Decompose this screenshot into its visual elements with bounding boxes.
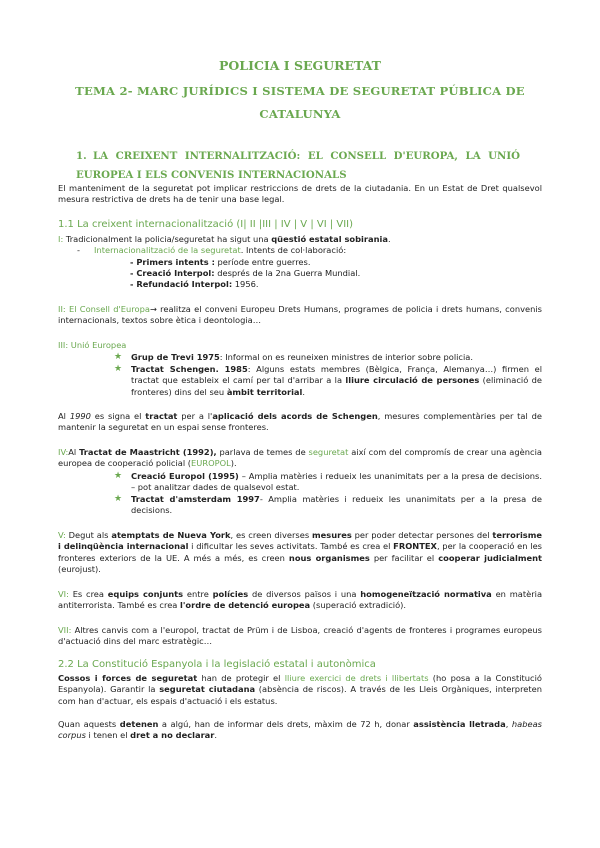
bold-text: seguretat ciutadana	[159, 684, 256, 695]
bold-text: - Creació Interpol:	[130, 268, 215, 278]
roman-III: III:	[58, 340, 71, 350]
paragraph-VI	[58, 589, 542, 612]
roman-II: II:	[58, 304, 69, 314]
text: Altres canvis com a l'europol, tractat de Prüm i de Lisboa, creació d'agents de fronteres i programes europeus d'actuació dins del marc estratègic…	[58, 625, 542, 647]
text: . Intents de col·laboració:	[240, 245, 347, 255]
text: .	[387, 234, 391, 244]
paragraph-III	[58, 340, 542, 351]
text: (eliminació de fronteres) dins del seu	[131, 375, 542, 397]
text: 1956.	[232, 279, 259, 289]
list-item	[130, 257, 311, 268]
text: així com del compromís de crear una agència europea de cooperació policial (	[58, 447, 542, 469]
text: (absència de riscos). A través de les Lleis Orgàniques, interpreten com han d'actuar, els espais d'actuació i els estatus.	[58, 684, 543, 706]
document-subtitle: TEMA 2- MARC JURÍDICS I SISTEMA DE SEGURETAT PÚBLICA DE CATALUNYA	[75, 84, 525, 121]
text: → realitza el conveni Europeu Drets Humans, programes de policia i drets humans, convenis internacionals, textos sobre ètica i deontologia…	[58, 304, 542, 326]
text: han de protegir el	[197, 673, 285, 683]
intro-paragraph: El manteniment de la seguretat pot implicar restriccions de drets de la ciutadania. En un Estat de Dret qualsevol mesura restrictiva de drets ha de tenir una base legal.	[58, 183, 542, 205]
text: (superació extradició).	[310, 600, 407, 611]
text: Al	[68, 447, 80, 457]
bold-text: nous organismes	[288, 552, 370, 563]
green-text: Internacionalització de la seguretat	[94, 245, 241, 255]
bold-text: homogeneïtzació normativa	[360, 589, 492, 599]
bold-text: Grup de Trevi 1975	[131, 352, 220, 362]
roman-V: V:	[58, 530, 69, 540]
text: a algú, han de informar dels drets, màxim de 72 h, donar	[158, 719, 414, 729]
text: Degut als	[68, 530, 112, 540]
bold-text: Tractat Schengen. 1985	[131, 364, 248, 374]
paragraph-I	[58, 234, 542, 245]
text: , es creen diverses	[230, 530, 312, 540]
text: .	[302, 386, 306, 397]
dash-bullet: -	[77, 245, 80, 255]
text: per a l'	[177, 411, 213, 421]
bold-text: lliure circulació de persones	[345, 375, 480, 386]
paragraph-II	[58, 304, 542, 327]
text: i tenen el	[85, 730, 131, 741]
paragraph-1990	[58, 411, 542, 434]
bold-text: dret a no declarar	[130, 730, 215, 741]
italic-text: habeas corpus	[58, 719, 542, 741]
bold-text: l'ordre de detenció europea	[180, 600, 311, 611]
text: de diversos països i una	[248, 589, 361, 599]
bold-text: Cossos i forces de seguretat	[58, 673, 198, 683]
text: després de la 2na Guerra Mundial.	[214, 268, 361, 278]
text: , per la cooperació en les fronteres exteriors de la UE. A més a més, es creen	[58, 541, 542, 563]
green-text: seguretat	[308, 447, 349, 457]
green-text: lliure exercici de drets i llibertats	[284, 673, 429, 683]
list-item	[130, 279, 259, 290]
bold-text: tractat	[145, 411, 178, 421]
bold-text: aplicació dels acords de Schengen	[212, 411, 378, 421]
text: (eurojust).	[58, 564, 101, 575]
list-item	[130, 268, 360, 279]
text: en matèria antiterrorista. També es crea	[58, 589, 543, 611]
text: entre	[183, 589, 213, 599]
text: per poder detectar persones del	[351, 530, 493, 540]
text: .	[214, 730, 218, 741]
list-item	[131, 364, 542, 398]
section-heading	[76, 147, 520, 185]
section-number: 1.	[76, 150, 87, 162]
bold-text: Tractat de Maastricht (1992),	[79, 447, 217, 457]
bold-text: Tractat d'amsterdam 1997	[131, 494, 260, 504]
italic-text: 1990	[69, 411, 91, 421]
star-icon: ★	[114, 364, 123, 374]
paragraph-detencio	[58, 719, 542, 742]
text: període entre guerres.	[214, 257, 311, 267]
bold-text: Creació Europol (1995)	[131, 471, 239, 481]
roman-VI: VI:	[58, 589, 73, 599]
bold-text: àmbit territorial	[226, 386, 303, 397]
bold-text: mesures	[312, 530, 352, 540]
bold-text: FRONTEX	[393, 541, 437, 552]
text: es signa el	[90, 411, 146, 421]
bold-text: - Refundació Interpol:	[130, 279, 233, 289]
text: – Amplia matèries i redueix les unanimitats per a la presa de decisions. – pot analitzar dades de qualsevol estat.	[131, 471, 543, 493]
text: Es crea	[72, 589, 108, 599]
section-heading-text: LA CREIXENT INTERNALITZACIÓ: EL CONSELL D'EUROPA, LA UNIÓ EUROPEA I ELS CONVENIS INTERNACIONALS	[76, 150, 520, 181]
roman-I: I:	[58, 234, 66, 244]
text: ).	[230, 458, 237, 469]
text: i dificultar les seves activitats. També es crea el	[188, 541, 394, 552]
text: : Informal on es reuneixen ministres de interior sobre policia.	[219, 352, 474, 362]
bold-text: terrorisme i delinqüència internacional	[58, 530, 542, 552]
text: Tradicionalment la policia/seguretat ha sigut una	[65, 234, 272, 244]
text: , mesures complementàries per tal de mantenir la seguretat en un espai sense fronteres.	[58, 411, 543, 433]
subsection-heading-2-2: 2.2 La Constitució Espanyola i la legislació estatal i autonòmica	[58, 659, 376, 670]
paragraph-V	[58, 530, 542, 576]
text: ,	[505, 719, 512, 729]
text: parlava de temes de	[216, 447, 309, 457]
dash-item	[94, 245, 346, 256]
bold-text: qüestió estatal sobirania	[271, 234, 388, 244]
text: Al	[58, 411, 70, 421]
text: per facilitar el	[369, 552, 439, 563]
star-icon: ★	[114, 494, 123, 504]
list-item	[131, 471, 542, 494]
document-title: POLICIA I SEGURETAT	[219, 58, 381, 73]
bold-text: atemptats de Nueva York	[111, 530, 231, 540]
bold-text: - Primers intents :	[130, 257, 215, 267]
subsection-heading-1-1: 1.1 La creixent internacionalització (I| II |III | IV | V | VI | VII)	[58, 219, 354, 230]
text: Quan aquests	[58, 719, 120, 729]
green-text: Unió Europea	[70, 340, 127, 350]
list-item	[131, 494, 542, 517]
bold-text: equips conjunts	[107, 589, 184, 599]
text: (ho posa a la Constitució Espanyola). Garantir la	[58, 673, 542, 695]
star-icon: ★	[114, 471, 123, 481]
bold-text: detenen	[119, 719, 159, 729]
roman-IV: IV:	[58, 447, 69, 457]
green-text: El Consell d'Europa	[68, 304, 150, 314]
paragraph-IV	[58, 447, 542, 470]
bold-text: assistència lletrada	[413, 719, 506, 729]
paragraph-VII	[58, 625, 542, 648]
text: - Amplia matèries i redueix les unanimitats per a la presa de decisions.	[131, 494, 542, 516]
list-item	[131, 352, 542, 363]
bold-text: polícies	[212, 589, 249, 599]
bold-text: cooperar judicialment	[438, 552, 542, 563]
roman-VII: VII:	[58, 625, 75, 635]
text: : Alguns estats membres (Bèlgica, França, Alemanya…) firmen el tractat que estableix el camí per tal d'arribar a la	[131, 364, 543, 386]
star-icon: ★	[114, 352, 123, 362]
green-text: EUROPOL	[191, 458, 231, 469]
paragraph-constitucio	[58, 673, 542, 707]
